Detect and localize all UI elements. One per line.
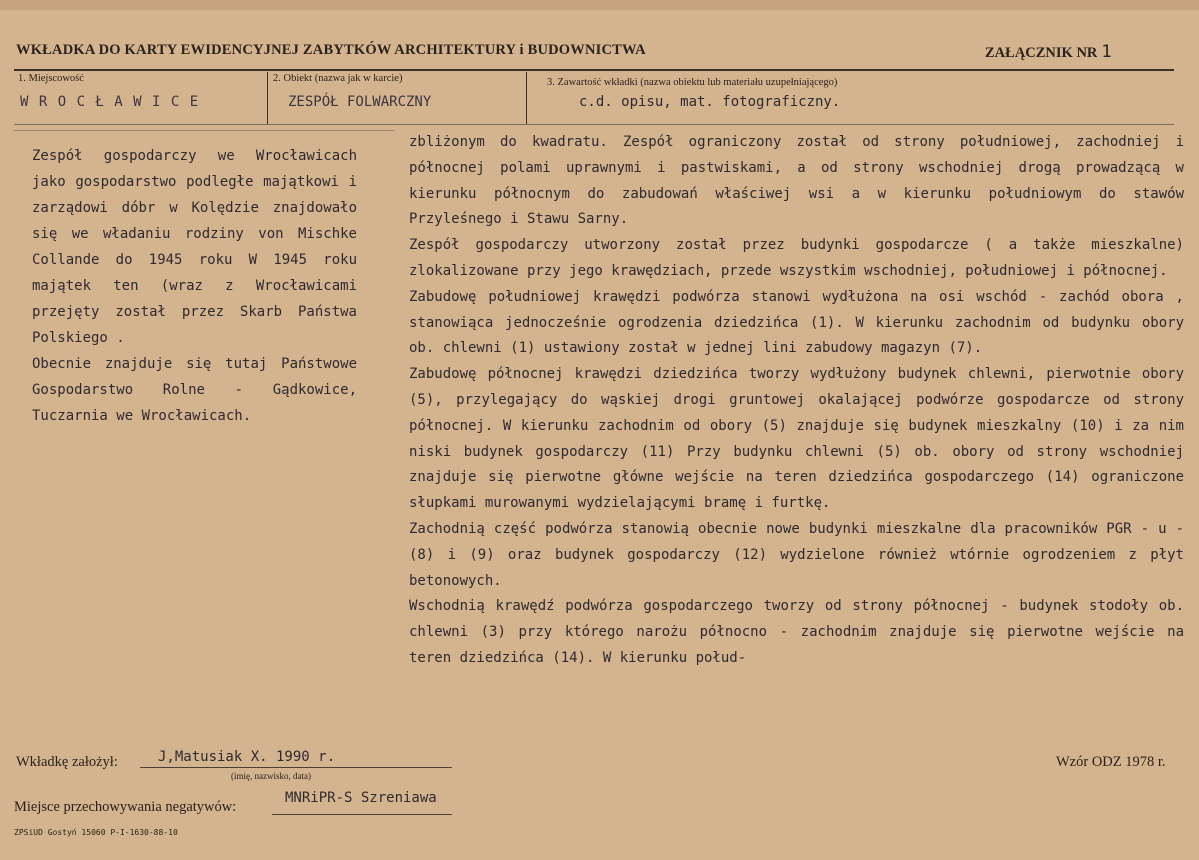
header-rule: [14, 69, 1174, 71]
locality-label: 1. Miejscowość: [18, 73, 84, 84]
fields-bottom-rule-short: [14, 130, 394, 131]
negatives-value: MNRiPR-S Szreniawa: [285, 790, 437, 806]
history-paragraph-2: Obecnie znajduje się tutaj Państwowe Gospodarstwo Rolne - Gądkowice, Tuczarnia we Wrocławicach.: [32, 356, 357, 424]
negatives-rule: [272, 814, 452, 815]
field-divider-2: [526, 72, 527, 124]
annex-label: [985, 42, 1112, 62]
description-paragraph-4: Zabudowę północnej krawędzi dziedzińca tworzy wydłużony budynek chlewni, pierwotnie obory (5), przylegający do wąskiej drogi gruntowej okalającej podwórze gospodarcze od strony północnej. W kierunku zachodnim od obory (5) znajduje się budynek mieszkalny (10) i za nim niski budynek gospodarczy (11) Przy budynku chlewni (5) ob. obory od strony wschodniej znajduje się pierwotne główne wejście na teren dziedzińca gospodarczego (14) ograniczone słupkami murowanymi wydzielającymi bramę i furtkę.: [409, 366, 1184, 512]
object-label: 2. Obiekt (nazwa jak w karcie): [273, 73, 403, 84]
locality-value: W R O C Ł A W I C E: [20, 94, 200, 110]
insert-author-label: Wkładkę założył:: [16, 754, 118, 770]
fields-bottom-rule: [14, 124, 1174, 125]
insert-author-rule: [140, 767, 452, 768]
description-text: [409, 130, 1184, 672]
annex-number: 1: [1101, 42, 1112, 62]
description-paragraph-2: Zespół gospodarczy utworzony został przez budynki gospodarcze ( a także mieszkalne) zlokalizowane przy jego krawędziach, przede wszystkim wschodniej, południowej i północnej.: [409, 237, 1184, 279]
description-paragraph-5: Zachodnią część podwórza stanowią obecnie nowe budynki mieszkalne dla pracowników PGR - u - (8) i (9) oraz budynek gospodarczy (12) wydzielone również wtórnie ogrodzeniem z płyt betonowych.: [409, 520, 1184, 589]
annex-label-text: ZAŁĄCZNIK NR: [985, 45, 1098, 61]
content-value: c.d. opisu, mat. fotograficzny.: [579, 94, 841, 110]
description-paragraph-6: Wschodnią krawędź podwórza gospodarczego tworzy od strony północnej - budynek stodoły ob. chlewni (3) przy którego narożu północno - zachodnim znajduje się pierwotne wejście na teren dziedzińca (14). W kierunku połud-: [409, 598, 1184, 666]
description-paragraph-3: Zabudowę południowej krawędzi podwórza stanowi wydłużona na osi wschód - zachód obora , stanowiąca jednocześnie ogrodzenia dziedzińca (1). W kierunku zachodnim od budynku obory ob. chlewni (1) ustawiony został w jednej lini zabudowy magazyn (7).: [409, 288, 1184, 357]
content-label: 3. Zawartość wkładki (nazwa obiektu lub materiału uzupełniającego): [547, 77, 838, 88]
insert-author-value: J,Matusiak X. 1990 r.: [158, 749, 336, 765]
field-divider-1: [267, 72, 268, 124]
paper-top-edge: [0, 0, 1199, 10]
description-paragraph-1: zbliżonym do kwadratu. Zespół ograniczony został od strony południowej, zachodniej i północnej polami uprawnymi i pastwiskami, a od strony wschodniej drogą prowadzącą w kierunku północnym do zabudowań właściwej wsi a w kierunku południowym do stawów Przyleśnego i Stawu Sarny.: [409, 134, 1184, 228]
form-model: Wzór ODZ 1978 r.: [1056, 754, 1166, 770]
history-paragraph-1: Zespół gospodarczy we Wrocławicach jako gospodarstwo podległe majątkowi i zarządowi dóbr w Kolędzie znajdowało się we władaniu rodziny von Mischke Collande do 1945 roku W 1945 roku majątek ten (wraz z Wrocławicami przejęty został przez Skarb Państwa Polskiego .: [32, 148, 357, 346]
history-text: [32, 143, 357, 429]
insert-author-caption: (imię, nazwisko, data): [231, 771, 311, 781]
printer-note: ZPSiUD Gostyń 15060 P-I-1630-88-10: [14, 828, 178, 837]
form-title: WKŁADKA DO KARTY EWIDENCYJNEJ ZABYTKÓW ARCHITEKTURY i BUDOWNICTWA: [16, 42, 646, 58]
object-value: ZESPÓŁ FOLWARCZNY: [288, 94, 432, 110]
negatives-label: Miejsce przechowywania negatywów:: [14, 799, 237, 815]
